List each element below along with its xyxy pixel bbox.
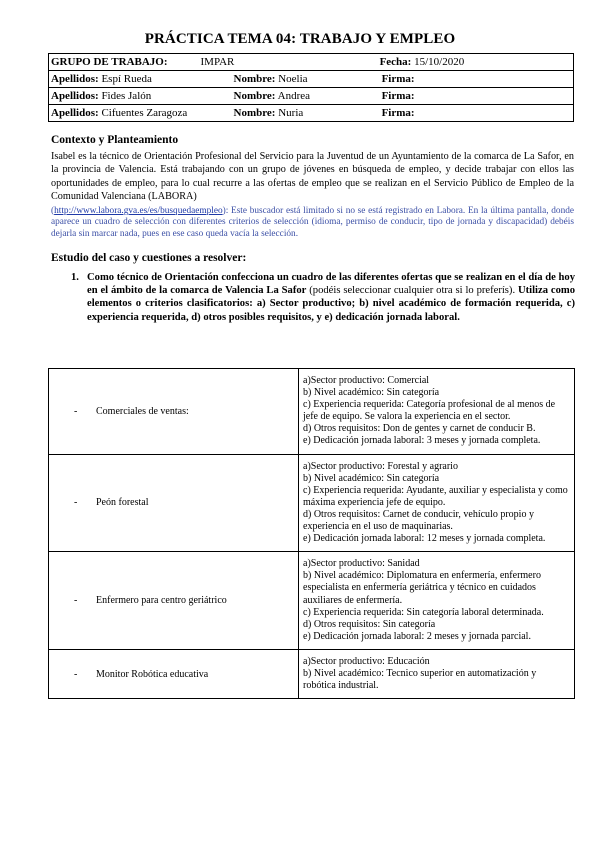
note-text: : Este buscador está limitado si no se está registrado en Labora. En la última pantalla, donde aparece un cuadro de selección con diferentes criterios de selección (idioma, permiso de conducir, tipo de jornada y discapacidad) debéis dejarla sin marcar nada, pues en ese caso queda vacía la selección. [51, 206, 574, 239]
name-value: Nuria [278, 107, 304, 119]
offer-detail: c) Experiencia requerida: Ayudante, auxiliar y especialista y como máxima experiencia jefe de equipo. [303, 484, 568, 508]
task-normal: (podéis seleccionar cualquier otra si lo preferís). [306, 285, 518, 297]
surname-label: Apellidos: [51, 73, 99, 85]
offer-details-cell [299, 552, 575, 650]
offer-detail: c) Experiencia requerida: Sin categoría laboral determinada. [303, 606, 544, 618]
table-row [49, 454, 575, 552]
offer-detail: d) Otros requisitos: Don de gentes y carnet de conducir B. [303, 423, 536, 435]
surname-label: Apellidos: [51, 90, 99, 102]
surname-value: Cifuentes Zaragoza [101, 107, 188, 119]
offer-detail: c) Experiencia requerida: Categoría profesional de al menos de jefe de equipo. Se valora la experiencia en el sector. [303, 399, 556, 423]
offer-detail: a)Sector productivo: Educación [303, 655, 430, 667]
name-label: Nombre: [233, 107, 276, 119]
offer-name-cell: - Comerciales de ventas: [49, 369, 299, 455]
table-row [49, 552, 575, 650]
offer-detail: b) Nivel académico: Tecnico superior en automatización y robótica industrial. [303, 667, 537, 692]
member-name-cell [199, 105, 380, 122]
name-value: Andrea [277, 90, 311, 102]
group-label: GRUPO DE TRABAJO: [49, 54, 199, 71]
name-label: Nombre: [233, 73, 276, 85]
task-bold-2: Utiliza como elementos o criterios clasificatorios: a) Sector productivo; b) nivel académico de formación requerida, c) experiencia requerida, d) otros posibles requisitos, y e) dedicación jornada laboral. [87, 285, 575, 323]
offer-detail: e) Dedicación jornada laboral: 12 meses y jornada completa. [303, 533, 546, 545]
offer-detail: b) Nivel académico: Sin categoría [303, 387, 440, 399]
signature-label: Firma: [380, 71, 574, 88]
offer-name: Enfermero para centro geriátrico [96, 595, 227, 607]
offer-name: Monitor Robótica educativa [96, 668, 209, 680]
page-title: PRÁCTICA TEMA 04: TRABAJO Y EMPLEO [144, 31, 456, 47]
signature-label: Firma: [380, 88, 574, 105]
date-value: 15/10/2020 [414, 56, 465, 68]
member-name-cell [199, 71, 380, 88]
surname-label: Apellidos: [51, 107, 99, 119]
signature-label: Firma: [380, 105, 574, 122]
offer-detail: b) Nivel académico: Sin categoría [303, 472, 440, 484]
context-heading: Contexto y Planteamiento [51, 134, 179, 146]
labora-link[interactable]: http://www.labora.gva.es/es/busquedaempleo [54, 206, 223, 216]
group-value: IMPAR [199, 54, 380, 71]
study-heading: Estudio del caso y cuestiones a resolver: [51, 252, 247, 264]
name-label: Nombre: [233, 90, 276, 102]
offer-name-cell: - Peón forestal [49, 454, 299, 552]
task-number: 1. [71, 272, 79, 283]
member-surname-cell [49, 105, 199, 122]
surname-value: Espí Rueda [101, 73, 152, 85]
table-row [49, 649, 575, 698]
member-surname-cell [49, 71, 199, 88]
offers-table [48, 368, 575, 699]
name-value: Noelia [278, 73, 308, 85]
offer-name-cell: - Monitor Robótica educativa [49, 649, 299, 698]
offer-detail: e) Dedicación jornada laboral: 3 meses y jornada completa. [303, 435, 541, 447]
offer-name: Peón forestal [96, 497, 149, 509]
task-item [71, 271, 575, 324]
offer-detail: d) Otros requisitos: Sin categoría [303, 618, 436, 630]
offer-name-cell: - Enfermero para centro geriátrico [49, 552, 299, 650]
date-label: Fecha: [379, 56, 412, 68]
context-text: Isabel es la técnico de Orientación Profesional del Servicio para la Juventud de un Ayuntamiento de la comarca de La Safor, en la provincia de Valencia. Está trabajando con un grupo de jóvenes en búsqueda de empleo, y decide trabajar con ellos las oportunidades de empleo, para lo cual recurre a las ofertas de empleo que se realizan en el Servicio Público de Empleo de la Comunidad Valenciana (LABORA) [51, 151, 574, 203]
task-text [87, 271, 575, 324]
offer-detail: a)Sector productivo: Sanidad [303, 558, 420, 570]
table-row [49, 369, 575, 455]
offer-detail: a)Sector productivo: Forestal y agrario [303, 460, 458, 472]
member-name-cell [199, 88, 380, 105]
date-cell [380, 54, 574, 71]
offer-detail: d) Otros requisitos: Carnet de conducir, vehículo propio y experiencia en el uso de maquinarias. [303, 508, 534, 533]
member-surname-cell [49, 88, 199, 105]
offer-details-cell [299, 369, 575, 455]
group-info-table [48, 53, 574, 122]
offer-details-cell [299, 649, 575, 698]
offer-details-cell [299, 454, 575, 552]
offer-detail: b) Nivel académico: Diplomatura en enfermería, enfermero especialista en enfermería geriátrica y técnico en cuidados auxiliares de enfermería. [303, 570, 541, 606]
surname-value: Fides Jalón [101, 90, 152, 102]
offer-name: Comerciales de ventas: [96, 405, 189, 417]
task-bold-1: Como técnico de Orientación confecciona un cuadro de las diferentes ofertas que se realizan en el día de hoy en el ámbito de la comarca de Valencia La Safor [87, 272, 575, 297]
offer-detail: e) Dedicación jornada laboral: 2 meses y jornada parcial. [303, 630, 531, 642]
offer-detail: a)Sector productivo: Comercial [303, 375, 430, 386]
context-note: (http://www.labora.gva.es/es/busquedaempleo): Este buscador está limitado si no se está registrado en Labora. En la última pantalla, donde aparece un cuadro de selección con diferentes criterios de selección (idioma, permiso de conducir, tipo de jornada y discapacidad) debéis dejarla sin marcar nada, pues en ese caso queda vacía la selección. [51, 206, 574, 239]
